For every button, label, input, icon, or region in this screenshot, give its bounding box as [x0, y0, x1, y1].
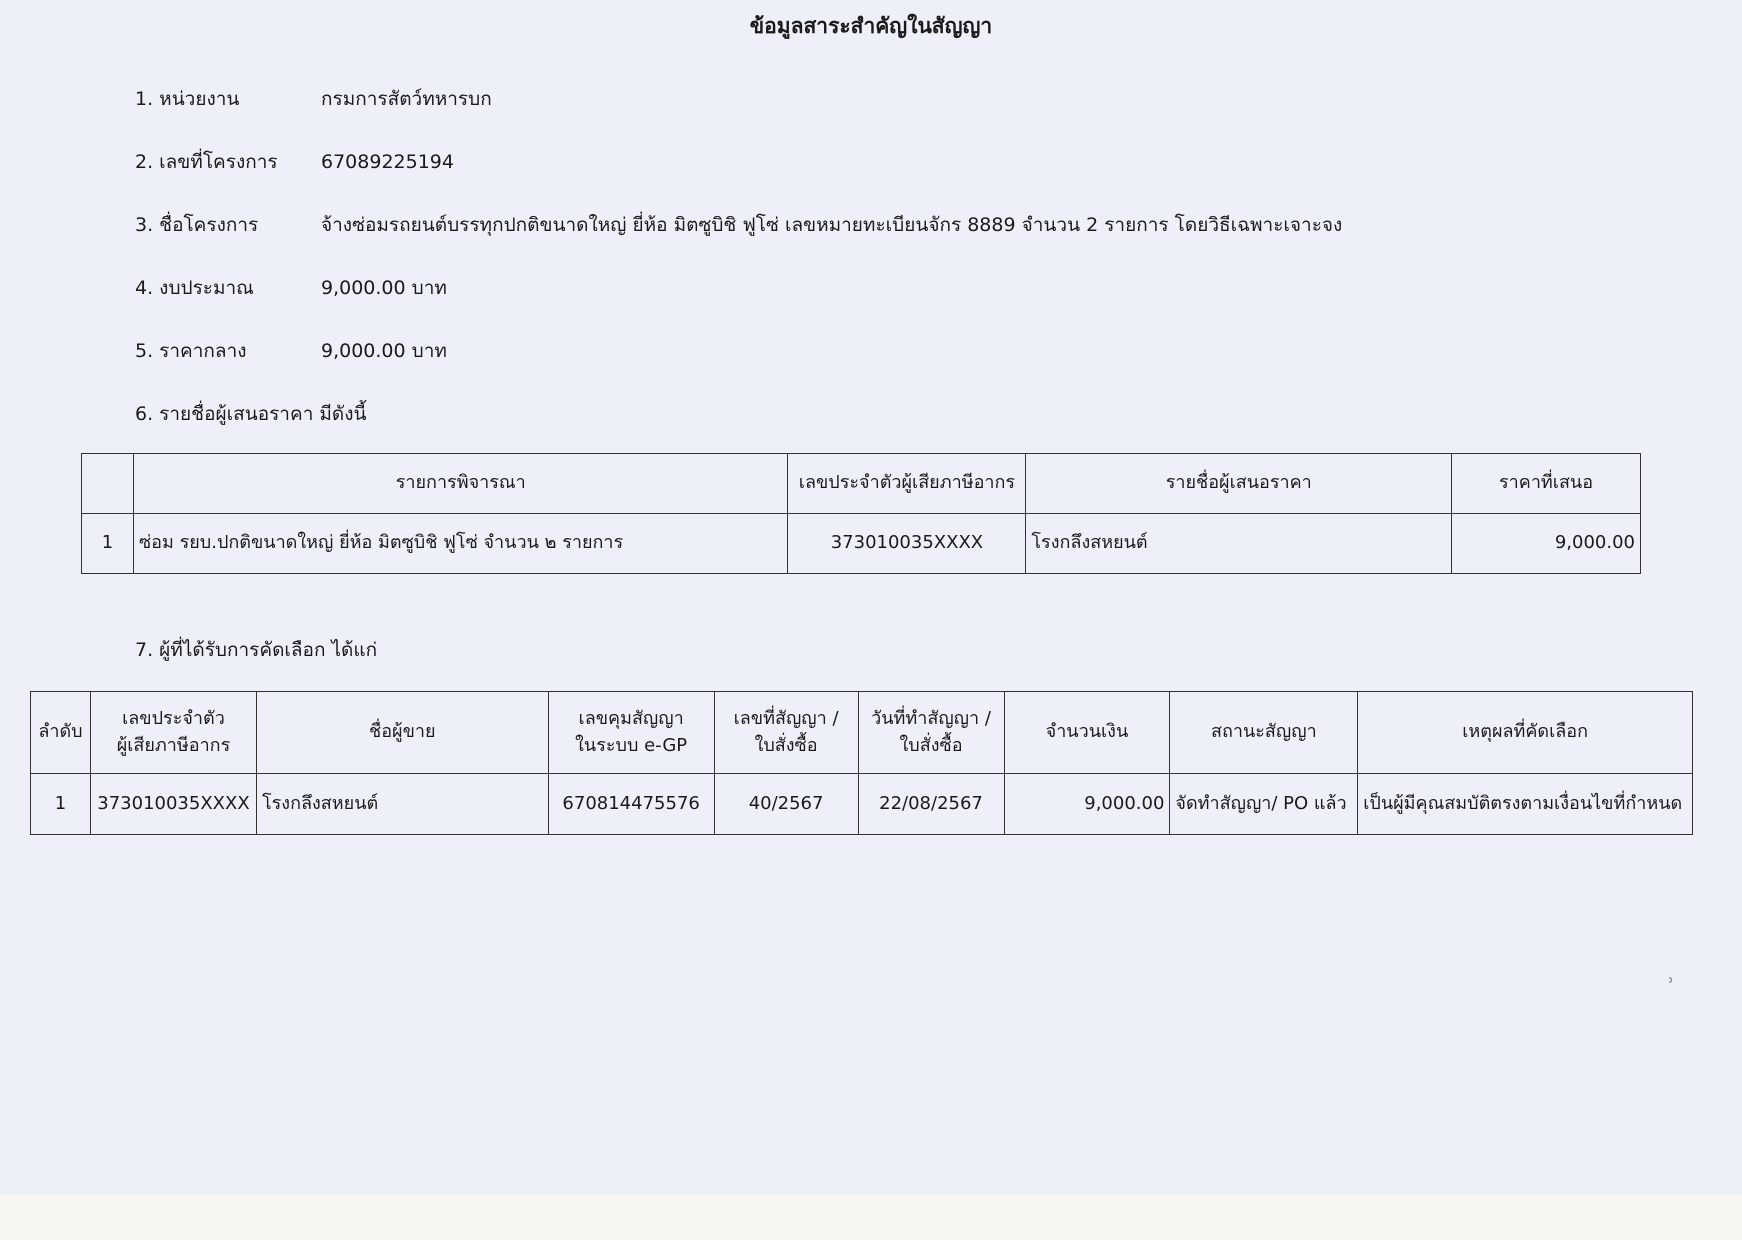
- header-line: ใบสั่งซื้อ: [754, 734, 818, 756]
- table-row: [31, 774, 1693, 835]
- scan-artifact-mark: ʾ: [1668, 975, 1675, 1000]
- cell-egp-number: 670814475576: [548, 774, 714, 835]
- header-cell: ราคาที่เสนอ: [1452, 454, 1641, 514]
- cell-reason: เป็นผู้มีคุณสมบัติตรงตามเงื่อนไขที่กำหนด: [1358, 774, 1693, 835]
- header-cell: [858, 692, 1004, 774]
- field-value: กรมการสัตว์ทหารบก: [321, 88, 492, 110]
- cell-status: จัดทำสัญญา/ PO แล้ว: [1170, 774, 1358, 835]
- cell-no: 1: [31, 774, 91, 835]
- field-project-number: [135, 147, 454, 177]
- table-header-row: [82, 454, 1641, 514]
- cell-no: 1: [82, 514, 134, 574]
- table-row: [82, 514, 1641, 574]
- header-line: ในระบบ e-GP: [575, 734, 688, 756]
- header-cell: เหตุผลที่คัดเลือก: [1358, 692, 1693, 774]
- header-cell: [90, 692, 256, 774]
- field-project-name: [135, 210, 1342, 240]
- cell-tax-id: 373010035XXXX: [90, 774, 256, 835]
- field-budget: [135, 273, 447, 303]
- header-cell: ชื่อผู้ขาย: [256, 692, 548, 774]
- header-cell: [82, 454, 134, 514]
- cell-bidder: โรงกลึงสหยนต์: [1026, 514, 1452, 574]
- cell-contract-date: 22/08/2567: [858, 774, 1004, 835]
- cell-contract-number: 40/2567: [714, 774, 858, 835]
- scan-bottom-strip: [0, 1195, 1742, 1240]
- header-cell: สถานะสัญญา: [1170, 692, 1358, 774]
- field-label: 5. ราคากลาง: [135, 340, 247, 362]
- header-cell: [714, 692, 858, 774]
- field-value: 9,000.00 บาท: [321, 340, 447, 362]
- cell-amount: 9,000.00: [1004, 774, 1170, 835]
- cell-seller: โรงกลึงสหยนต์: [256, 774, 548, 835]
- header-cell: จำนวนเงิน: [1004, 692, 1170, 774]
- cell-tax-id: 373010035XXXX: [788, 514, 1026, 574]
- header-cell: เลขประจำตัวผู้เสียภาษีอากร: [788, 454, 1026, 514]
- header-line: เลขคุมสัญญา: [578, 708, 684, 730]
- header-cell: รายการพิจารณา: [133, 454, 788, 514]
- table-header-row: [31, 692, 1693, 774]
- selected-heading: 7. ผู้ที่ได้รับการคัดเลือก ได้แก่: [135, 639, 378, 661]
- header-line: วันที่ทำสัญญา /: [871, 708, 991, 730]
- field-value: จ้างซ่อมรถยนต์บรรทุกปกติขนาดใหญ่ ยี่ห้อ มิตซูบิชิ ฟูโซ่ เลขหมายทะเบียนจักร 8889 จำนวน 2 รายการ โดยวิธีเฉพาะเจาะจง: [321, 214, 1343, 236]
- field-median-price: [135, 336, 447, 366]
- field-value: 67089225194: [321, 151, 454, 173]
- field-label: 2. เลขที่โครงการ: [135, 151, 278, 173]
- header-cell: ลำดับ: [31, 692, 91, 774]
- field-label: 1. หน่วยงาน: [135, 88, 240, 110]
- bidders-heading: 6. รายชื่อผู้เสนอราคา มีดังนี้: [135, 403, 367, 425]
- bidders-table: [81, 453, 1641, 574]
- field-agency: [135, 84, 492, 114]
- selected-table: [30, 691, 1693, 835]
- header-cell: รายชื่อผู้เสนอราคา: [1026, 454, 1452, 514]
- document-title: ข้อมูลสาระสำคัญในสัญญา: [749, 14, 993, 38]
- cell-price: 9,000.00: [1452, 514, 1641, 574]
- header-line: ผู้เสียภาษีอากร: [116, 734, 231, 756]
- field-label: 4. งบประมาณ: [135, 277, 254, 299]
- header-line: ใบสั่งซื้อ: [899, 734, 963, 756]
- header-line: เลขประจำตัว: [122, 708, 225, 730]
- header-line: เลขที่สัญญา /: [733, 708, 839, 730]
- field-label: 3. ชื่อโครงการ: [135, 214, 259, 236]
- field-value: 9,000.00 บาท: [321, 277, 447, 299]
- cell-item: ซ่อม รยบ.ปกติขนาดใหญ่ ยี่ห้อ มิตซูบิชิ ฟูโซ่ จำนวน ๒ รายการ: [133, 514, 788, 574]
- header-cell: [548, 692, 714, 774]
